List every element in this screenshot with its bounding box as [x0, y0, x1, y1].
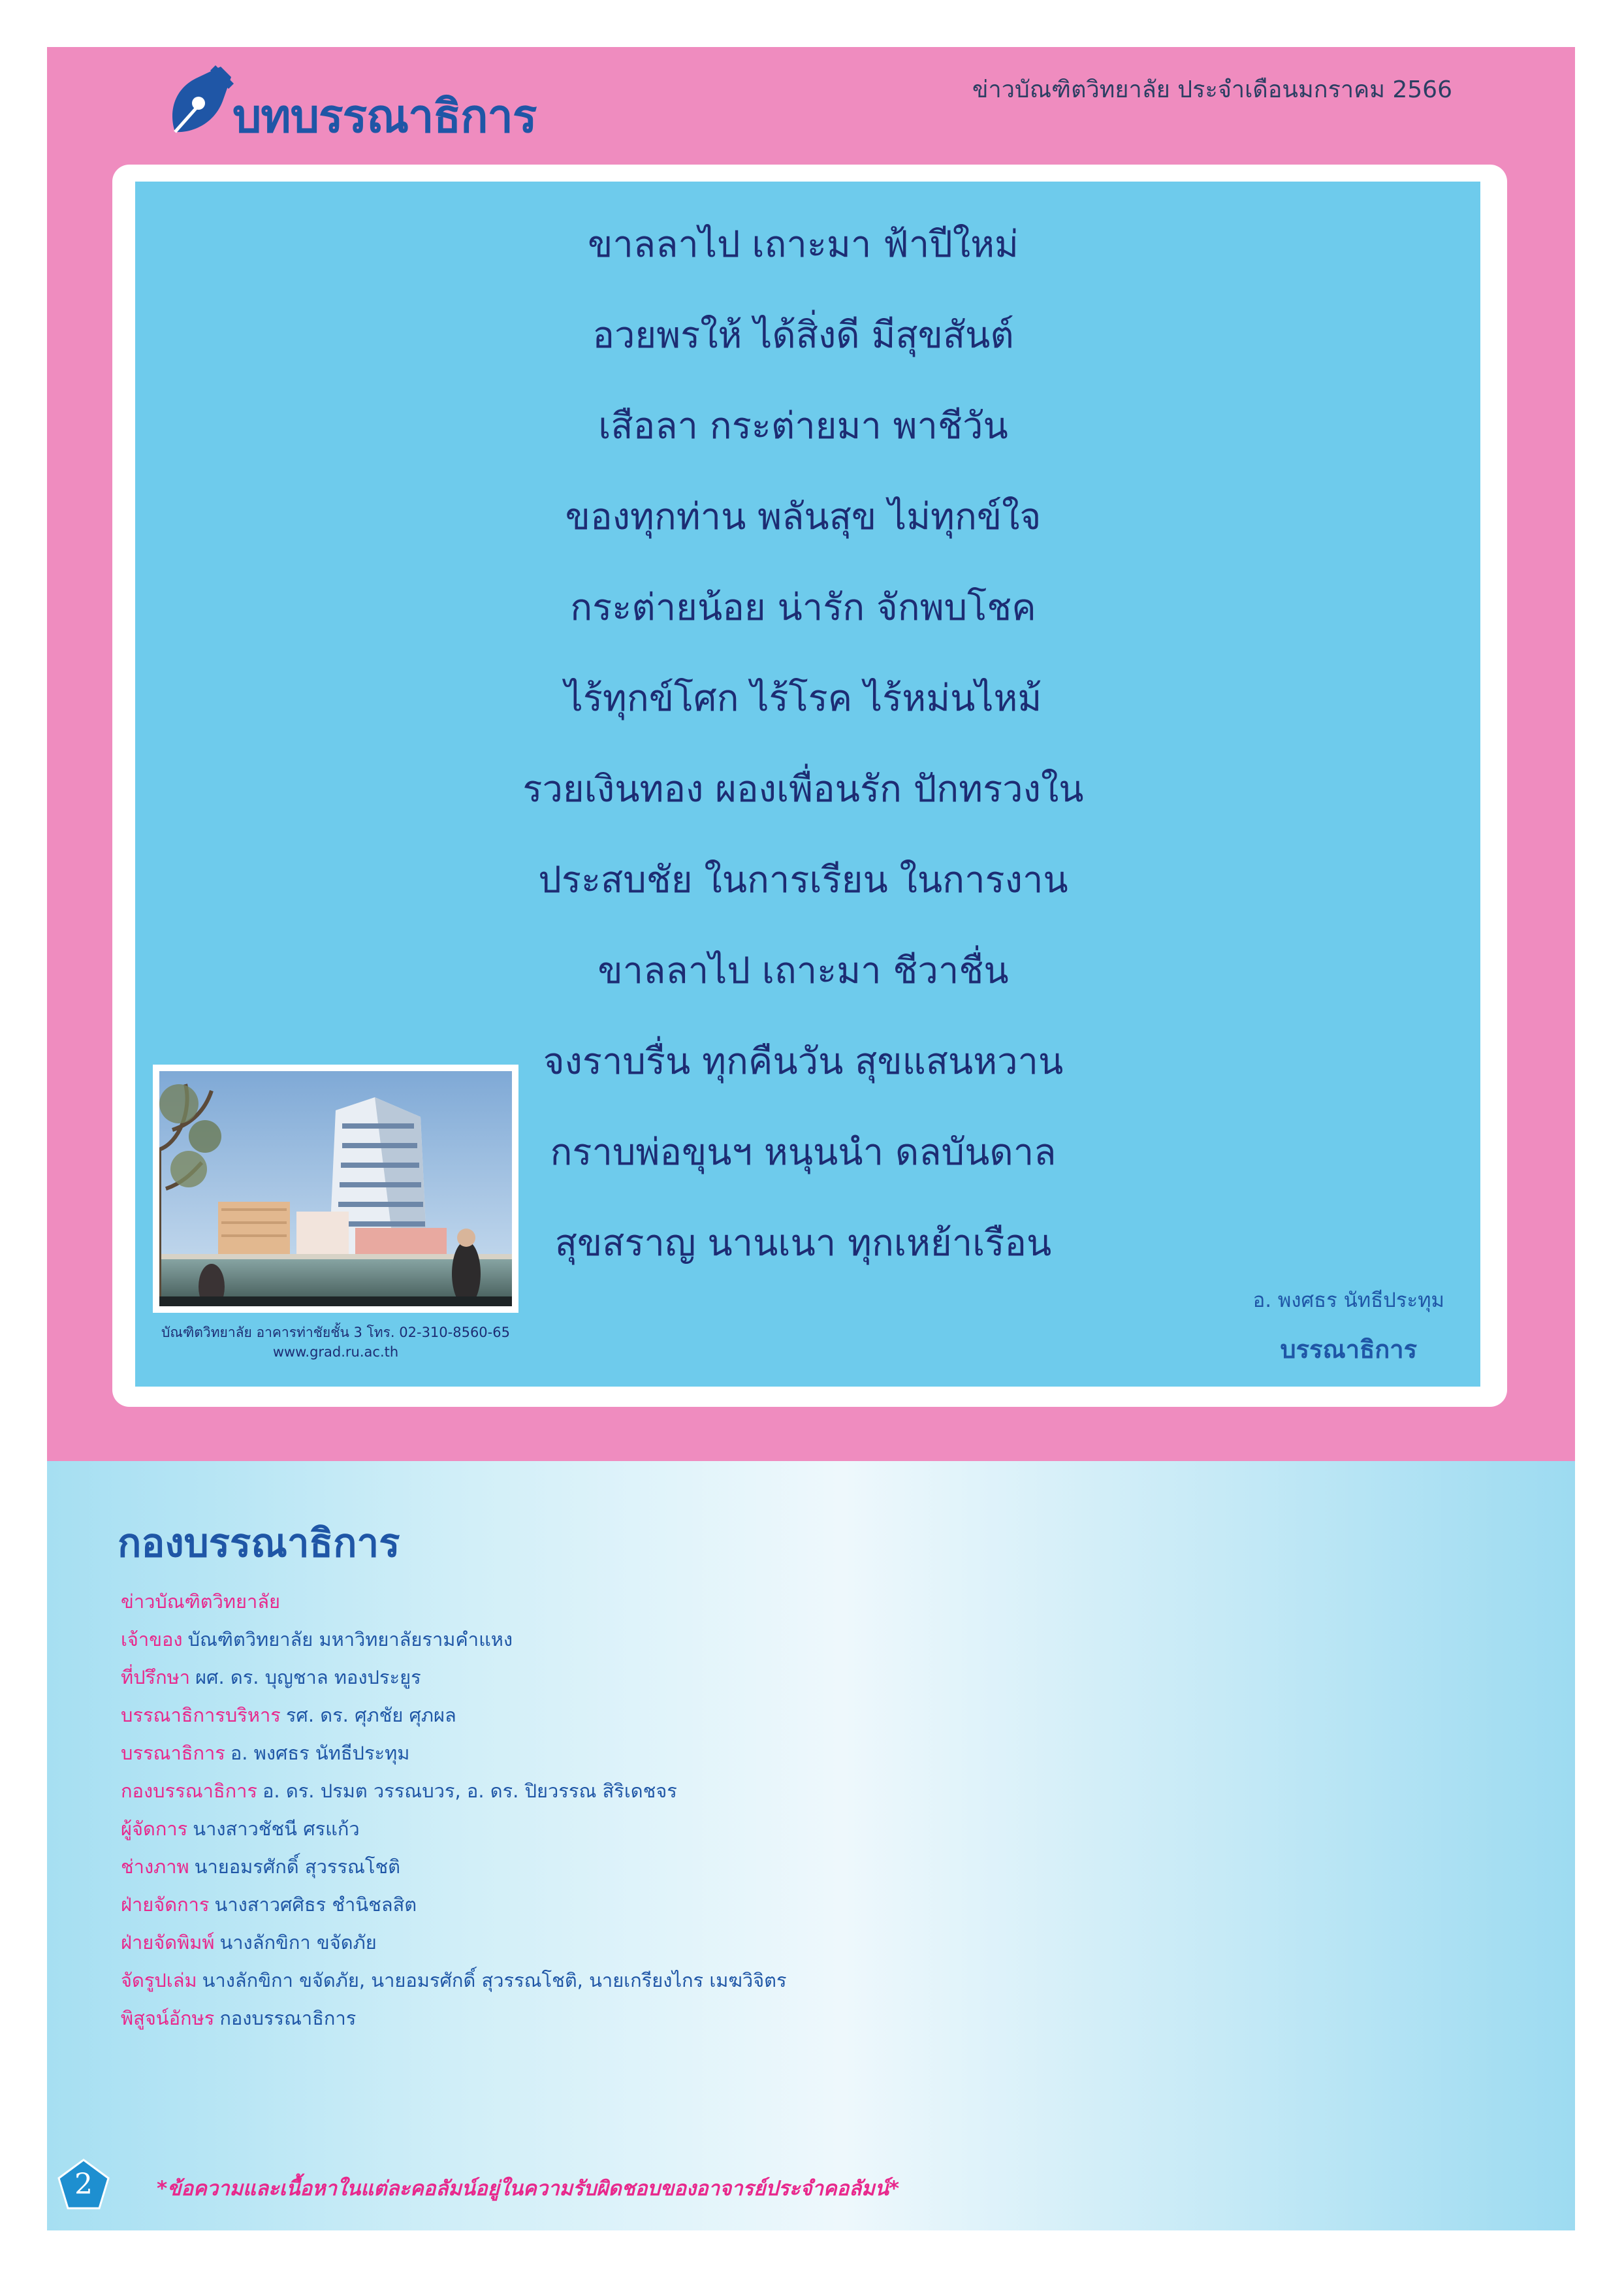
credit-row — [121, 1923, 970, 1961]
building-photo-frame — [153, 1065, 518, 1313]
credit-label: บรรณาธิการ — [121, 1742, 225, 1764]
credit-label: ฝ่ายจัดการ — [121, 1893, 210, 1916]
credit-value: นางลักขิกา ขจัดภัย, นายอมรศักดิ์ สุวรรณโชติ, นายเกรียงไกร เมฆวิจิตร — [202, 1969, 787, 1991]
credit-label: ข่าวบัณฑิตวิทยาลัย — [121, 1590, 281, 1613]
poem-line: กระต่ายน้อย น่ารัก จักพบโชค — [570, 587, 1036, 629]
credit-value: บัณฑิตวิทยาลัย มหาวิทยาลัยรามคำแหง — [187, 1628, 513, 1650]
credit-row — [121, 1658, 970, 1696]
credit-row — [121, 1620, 970, 1658]
author-name: อ. พงศธร นัทธีประทุม — [1252, 1289, 1444, 1312]
author-signature — [1253, 1283, 1444, 1369]
credit-row — [121, 1734, 970, 1772]
page-number-badge — [57, 2159, 110, 2211]
credit-label: ที่ปรึกษา — [121, 1666, 191, 1688]
credit-label: พิสูจน์อักษร — [121, 2007, 215, 2029]
credit-value: นางลักขิกา ขจัดภัย — [219, 1931, 377, 1954]
credit-value: กองบรรณาธิการ — [219, 2007, 357, 2029]
credit-row — [121, 1961, 970, 1999]
building-photo — [159, 1071, 512, 1306]
page-number: 2 — [74, 2168, 93, 2201]
poem-line: ของทุกท่าน พลันสุข ไม่ทุกข์ใจ — [565, 496, 1042, 538]
poem — [477, 222, 1130, 1311]
footer-disclaimer: *ข้อความและเนื้อหาในแต่ละคอลัมน์อยู่ในความรับผิดชอบของอาจารย์ประจำคอลัมน์* — [157, 2177, 900, 2200]
editorial-board-credits — [121, 1583, 970, 2037]
photo-caption — [153, 1323, 518, 1362]
credit-row — [121, 1999, 970, 2037]
poem-line: ขาลลาไป เถาะมา ฟ้าปีใหม่ — [588, 223, 1019, 266]
credit-row — [121, 1583, 970, 1620]
author-role: บรรณาธิการ — [1280, 1335, 1418, 1364]
credit-value: อ. ดร. ปรมต วรรณบวร, อ. ดร. ปิยวรรณ สิริเดชจร — [263, 1780, 677, 1802]
poem-line: จงราบรื่น ทุกคืนวัน สุขแสนหวาน — [543, 1040, 1064, 1083]
editorial-board-title: กองบรรณาธิการ — [118, 1520, 400, 1566]
credit-row — [121, 1772, 970, 1810]
credit-label: ฝ่ายจัดพิมพ์ — [121, 1931, 215, 1954]
section-title: บทบรรณาธิการ — [232, 89, 537, 143]
credit-label: บรรณาธิการบริหาร — [121, 1704, 281, 1726]
credit-row — [121, 1848, 970, 1886]
credit-label: กองบรรณาธิการ — [121, 1780, 258, 1802]
photo-caption-address: บัณฑิตวิทยาลัย อาคารท่าชัยชั้น 3 โทร. 02-310-8560-65 — [161, 1325, 510, 1340]
credit-label: ช่างภาพ — [121, 1856, 189, 1878]
pen-nib-icon — [155, 60, 237, 148]
poem-line: ประสบชัย ในการเรียน ในการงาน — [538, 859, 1068, 901]
poem-line: เสือลา กระต่ายมา พาชีวัน — [598, 405, 1008, 447]
credit-value: นางสาวชัชนี ศรแก้ว — [193, 1818, 360, 1840]
credit-row — [121, 1696, 970, 1734]
poem-line: รวยเงินทอง ผองเพื่อนรัก ปักทรวงใน — [522, 768, 1084, 811]
issue-header: ข่าวบัณฑิตวิทยาลัย ประจำเดือนมกราคม 2566 — [972, 76, 1452, 103]
credit-value: อ. พงศธร นัทธีประทุม — [230, 1742, 410, 1764]
poem-line: ไร้ทุกข์โศก ไร้โรค ไร้หม่นไหม้ — [564, 677, 1042, 720]
credit-value: ผศ. ดร. บุญชาล ทองประยูร — [195, 1666, 421, 1688]
poem-line: ขาลลาไป เถาะมา ชีวาชื่น — [597, 950, 1009, 992]
credit-value: นางสาวศศิธร ชำนิชลสิต — [214, 1893, 417, 1916]
credit-value: รศ. ดร. ศุภชัย ศุภผล — [285, 1704, 456, 1726]
poem-line: กราบพ่อขุนฯ หนุนนำ ดลบันดาล — [550, 1131, 1057, 1174]
section-logo — [155, 60, 537, 152]
credit-row — [121, 1810, 970, 1848]
credit-label: ผู้จัดการ — [121, 1818, 188, 1840]
credit-value: นายอมรศักดิ์ สุวรรณโชติ — [194, 1856, 401, 1878]
poem-line: สุขสราญ นานเนา ทุกเหย้าเรือน — [554, 1222, 1052, 1264]
credit-label: เจ้าของ — [121, 1628, 183, 1650]
credit-row — [121, 1886, 970, 1923]
poem-line: อวยพรให้ ได้สิ่งดี มีสุขสันต์ — [592, 314, 1014, 357]
credit-label: จัดรูปเล่ม — [121, 1969, 197, 1991]
photo-caption-website: www.grad.ru.ac.th — [272, 1344, 399, 1360]
